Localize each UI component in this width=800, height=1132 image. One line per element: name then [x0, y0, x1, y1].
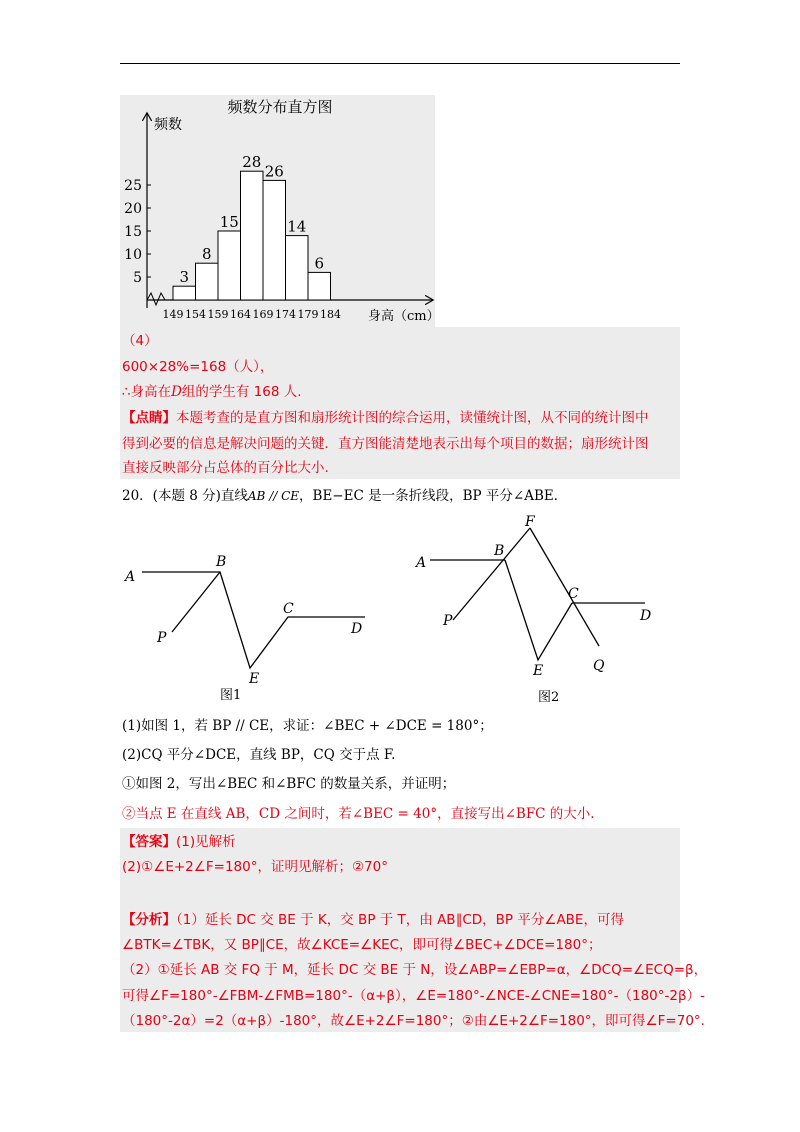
x-tick-label: 169 — [252, 308, 274, 321]
fig1-label-b: B — [216, 554, 227, 570]
fig2-line-pf — [453, 528, 530, 620]
answer-4-calc: 600×28%=168（人）， — [122, 359, 274, 375]
histogram-bar — [173, 286, 196, 300]
analysis-tag: 【分析】 — [122, 912, 176, 928]
bar-value-label: 6 — [314, 254, 325, 273]
bar-value-label: 15 — [219, 213, 239, 231]
fig1-label-c: C — [283, 601, 294, 617]
comment-line-3: 直接反映部分占总体的百分比大小. — [122, 460, 329, 476]
figure-2 — [410, 510, 680, 710]
analysis-line-2: ∠BTK=∠TBK，又 BP∥CE，故∠KCE=∠KEC，即可得∠BEC+∠DCE=180°； — [122, 937, 602, 953]
x-tick-label: 174 — [275, 308, 296, 321]
fig2-label-c: C — [568, 586, 579, 602]
answer-4-conclusion — [122, 382, 302, 402]
fig1-label-p: P — [157, 630, 167, 646]
fig2-polyline-bec — [505, 560, 572, 660]
comment-tag: 【点睛】 — [122, 410, 176, 426]
fig1-label-a: A — [125, 569, 136, 585]
fig1-caption: 图1 — [220, 688, 242, 703]
answer-line-1: 【答案】(1)见解析 — [122, 834, 236, 850]
part-2-1: ①如图 2，写出∠BEC 和∠BFC 的数量关系，并证明； — [122, 776, 456, 792]
y-axis-label: 频数 — [154, 117, 182, 133]
answer-panel-top — [120, 327, 680, 479]
answer-4-label: （4） — [122, 333, 158, 349]
fig2-label-d: D — [640, 608, 652, 624]
comment-line-1: 【点睛】本题考查的是直方图和扇形统计图的综合运用，读懂统计图，从不同的统计图中 — [122, 410, 649, 426]
x-tick-label: 164 — [230, 308, 251, 321]
histogram-bar — [308, 272, 331, 300]
fig2-label-q: Q — [593, 658, 605, 674]
figure-1 — [115, 545, 375, 735]
y-tick-label: 15 — [124, 224, 142, 240]
histogram-bar — [196, 263, 219, 300]
analysis-line-3: （2）①延长 AB 交 FQ 于 M，延长 DC 交 BE 于 N，设∠ABP=∠EBP=α，∠DCQ=∠ECQ=β， — [122, 962, 708, 978]
analysis-line-1: 【分析】（1）延长 DC 交 BE 于 K，交 BP 于 T，由 AB∥CD，BP 平分∠ABE，可得 — [122, 912, 624, 928]
histogram-bar — [218, 231, 241, 300]
header-rule — [120, 63, 680, 64]
conclusion-suffix: 组的学生有 168 人. — [181, 384, 302, 400]
histogram-chart — [120, 92, 450, 332]
fig1-lines — [142, 572, 365, 668]
histogram-bar — [263, 180, 286, 300]
y-tick-label: 20 — [124, 201, 142, 217]
group-letter: D — [171, 384, 182, 400]
fig2-line-fq — [530, 528, 599, 646]
bar-value-label: 8 — [201, 245, 212, 264]
part-2: (2)CQ 平分∠DCE，直线 BP，CQ 交于点 F. — [122, 747, 396, 763]
fig2-label-e: E — [533, 663, 544, 679]
bar-value-label: 14 — [287, 217, 307, 236]
answer-line-2: (2)①∠E+2∠F=180°，证明见解析；②70° — [122, 859, 388, 875]
y-tick-label: 10 — [124, 247, 142, 263]
conclusion-prefix: ∴身高在 — [122, 384, 172, 400]
x-tick-label: 149 — [162, 308, 184, 321]
histogram-bar — [241, 171, 264, 300]
x-tick-label: 179 — [297, 308, 319, 321]
x-tick-label: 154 — [185, 308, 206, 321]
fig2-caption: 图2 — [538, 690, 560, 705]
comment-line-2: 得到必要的信息是解决问题的关键．直方图能清楚地表示出每个项目的数据；扇形统计图 — [122, 436, 649, 452]
bar-value-label: 28 — [242, 153, 262, 172]
part-1: (1)如图 1，若 BP // CE，求证：∠BEC + ∠DCE = 180°； — [122, 718, 493, 734]
y-tick-label: 25 — [124, 178, 142, 194]
y-tick-label: 5 — [133, 270, 142, 286]
fig2-label-f: F — [525, 514, 535, 530]
answer-tag: 【答案】 — [122, 834, 176, 850]
chart-title: 频数分布直方图 — [227, 98, 333, 116]
x-tick-label: 184 — [320, 308, 341, 321]
fig2-label-b: B — [494, 543, 505, 559]
fig1-label-d: D — [351, 621, 363, 637]
x-axis-label: 身高（cm） — [368, 309, 440, 324]
bar-value-label: 26 — [264, 162, 284, 181]
question-20-stem: 20．(本题 8 分)直线AB // CE，BE−EC 是一条折线段，BP 平分∠ABE． — [122, 488, 568, 504]
bar-value-label: 3 — [179, 268, 190, 287]
fig2-label-p: P — [443, 613, 453, 629]
histogram-bar — [286, 236, 309, 300]
fig2-label-a: A — [416, 555, 427, 571]
analysis-line-4: 可得∠F=180°-∠FBM-∠FMB=180°-（α+β），∠E=180°-∠NCE-∠CNE=180°-（180°-2β）- — [122, 988, 705, 1004]
axis-break — [147, 293, 165, 305]
x-tick-label: 159 — [207, 308, 229, 321]
fig1-label-e: E — [249, 671, 260, 687]
fig1-bisector — [172, 572, 220, 632]
analysis-line-5: （180°-2α）=2（α+β）-180°，故∠E+2∠F=180°；②由∠E+2∠F=180°，即可得∠F=70°. — [122, 1013, 705, 1029]
part-2-2: ②当点 E 在直线 AB，CD 之间时，若∠BEC = 40°，直接写出∠BFC 的大小. — [122, 806, 595, 822]
